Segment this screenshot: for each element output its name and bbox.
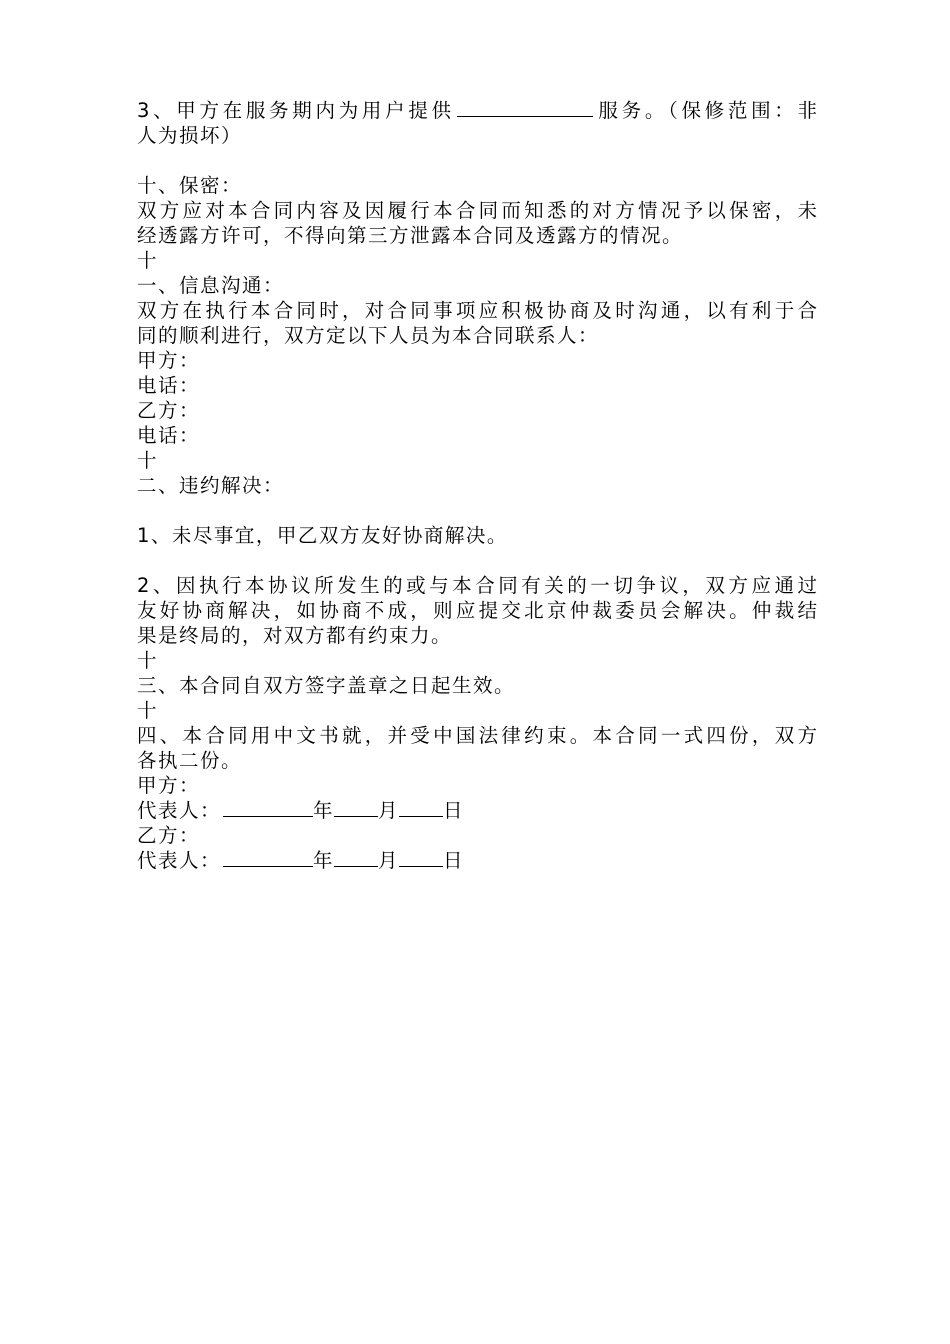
contract-page xyxy=(137,98,817,873)
item3-line2: 人为损坏） xyxy=(137,124,243,147)
signature-row-a: 代表人： 年 月 日 xyxy=(137,799,465,822)
signature-row-b: 代表人： 年 月 日 xyxy=(137,849,465,872)
rep-b-blank xyxy=(223,848,313,867)
section11-heading-part1: 十 xyxy=(137,249,159,272)
contact-party-b: 乙方： xyxy=(137,399,201,422)
service-blank xyxy=(457,98,593,117)
section14-heading-part1: 十 xyxy=(137,699,159,722)
month-blank xyxy=(334,798,378,817)
section12-item2-line3: 果是终局的，对双方都有约束力。 xyxy=(137,624,453,647)
spacer xyxy=(137,498,817,523)
section14-text-line1: 四、本合同用中文书就，并受中国法律约束。本合同一式四份，双方 xyxy=(137,724,817,747)
section10-heading: 十、保密： xyxy=(137,174,243,197)
signature-party-a: 甲方： xyxy=(137,774,201,797)
day-blank xyxy=(399,848,443,867)
section13-heading-part1: 十 xyxy=(137,649,159,672)
section11-body-line1: 双方在执行本合同时，对合同事项应积极协商及时沟通，以有利于合 xyxy=(137,299,817,322)
section13-text: 三、本合同自双方签字盖章之日起生效。 xyxy=(137,674,516,697)
section10-body-line2: 经透露方许可，不得向第三方泄露本合同及透露方的情况。 xyxy=(137,224,684,247)
rep-a-blank xyxy=(223,798,313,817)
section14-text-line2: 各执二份。 xyxy=(137,749,243,772)
section12-item2-line1: 2、因执行本协议所发生的或与本合同有关的一切争议，双方应通过 xyxy=(137,574,817,597)
contact-phone-b: 电话： xyxy=(137,424,201,447)
section12-item1: 1、未尽事宜，甲乙双方友好协商解决。 xyxy=(137,524,508,547)
contact-party-a: 甲方： xyxy=(137,349,201,372)
spacer xyxy=(137,148,817,173)
signature-party-b: 乙方： xyxy=(137,824,201,847)
section12-heading-part2: 二、违约解决： xyxy=(137,474,285,497)
day-blank xyxy=(399,798,443,817)
contact-phone-a: 电话： xyxy=(137,374,201,397)
section10-body-line1: 双方应对本合同内容及因履行本合同而知悉的对方情况予以保密，未 xyxy=(137,199,817,222)
section12-item2-line2: 友好协商解决，如协商不成，则应提交北京仲裁委员会解决。仲裁结 xyxy=(137,599,817,622)
spacer xyxy=(137,548,817,573)
section11-heading-part2: 一、信息沟通： xyxy=(137,274,285,297)
section11-body-line2: 同的顺利进行，双方定以下人员为本合同联系人： xyxy=(137,324,600,347)
section12-heading-part1: 十 xyxy=(137,449,159,472)
item3-line1: 3、甲方在服务期内为用户提供 服务。（保修范围：非 xyxy=(137,99,817,122)
month-blank xyxy=(334,848,378,867)
